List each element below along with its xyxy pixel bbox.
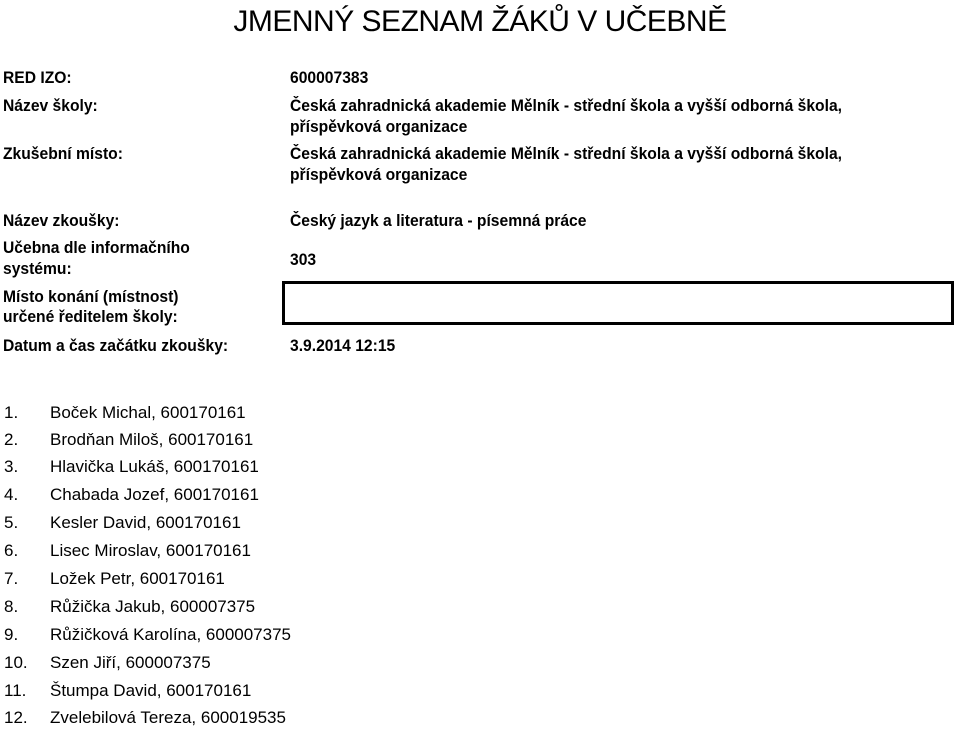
list-item: 1. Boček Michal, 600170161: [4, 403, 246, 422]
list-item: 2. Brodňan Miloš, 600170161: [4, 430, 254, 449]
exam-name-value: Český jazyk a literatura - písemná práce: [290, 211, 587, 230]
list-item: 9. Růžičková Karolína, 600007375: [4, 625, 291, 644]
school-name-label: Název školy:: [3, 96, 98, 115]
red-izo-label: RED IZO:: [3, 68, 72, 87]
venue-value-box: [282, 281, 954, 325]
exam-place-value-line1: Česká zahradnická akademie Mělník - střední škola a vyšší odborná škola,: [290, 144, 842, 163]
list-item: 8. Růžička Jakub, 600007375: [4, 597, 256, 616]
exam-place-label: Zkušební místo:: [3, 144, 123, 163]
list-item: 3. Hlavička Lukáš, 600170161: [4, 457, 259, 476]
list-item: 4. Chabada Jozef, 600170161: [4, 485, 259, 504]
classroom-value: 303: [290, 250, 317, 269]
red-izo-value: 600007383: [290, 68, 369, 87]
venue-label-line2: určené ředitelem školy:: [3, 307, 178, 326]
list-item: 10. Szen Jiří, 600007375: [4, 653, 211, 672]
list-item: 12. Zvelebilová Tereza, 600019535: [4, 708, 286, 727]
list-item: 5. Kesler David, 600170161: [4, 513, 241, 532]
list-item: 11. Štumpa David, 600170161: [4, 681, 252, 700]
venue-label-line1: Místo konání (místnost): [3, 287, 179, 306]
start-label: Datum a čas začátku zkoušky:: [3, 336, 229, 355]
exam-name-label: Název zkoušky:: [3, 211, 120, 230]
page-title: JMENNÝ SEZNAM ŽÁKŮ V UČEBNĚ: [233, 5, 727, 38]
start-value: 3.9.2014 12:15: [290, 336, 396, 355]
exam-place-value-line2: příspěvková organizace: [290, 165, 468, 184]
classroom-label-line2: systému:: [3, 259, 72, 278]
list-item: 6. Lisec Miroslav, 600170161: [4, 541, 251, 560]
classroom-label-line1: Učebna dle informačního: [3, 238, 190, 257]
school-name-value-line2: příspěvková organizace: [290, 117, 468, 136]
list-item: 7. Ložek Petr, 600170161: [4, 569, 225, 588]
school-name-value-line1: Česká zahradnická akademie Mělník - střední škola a vyšší odborná škola,: [290, 96, 842, 115]
